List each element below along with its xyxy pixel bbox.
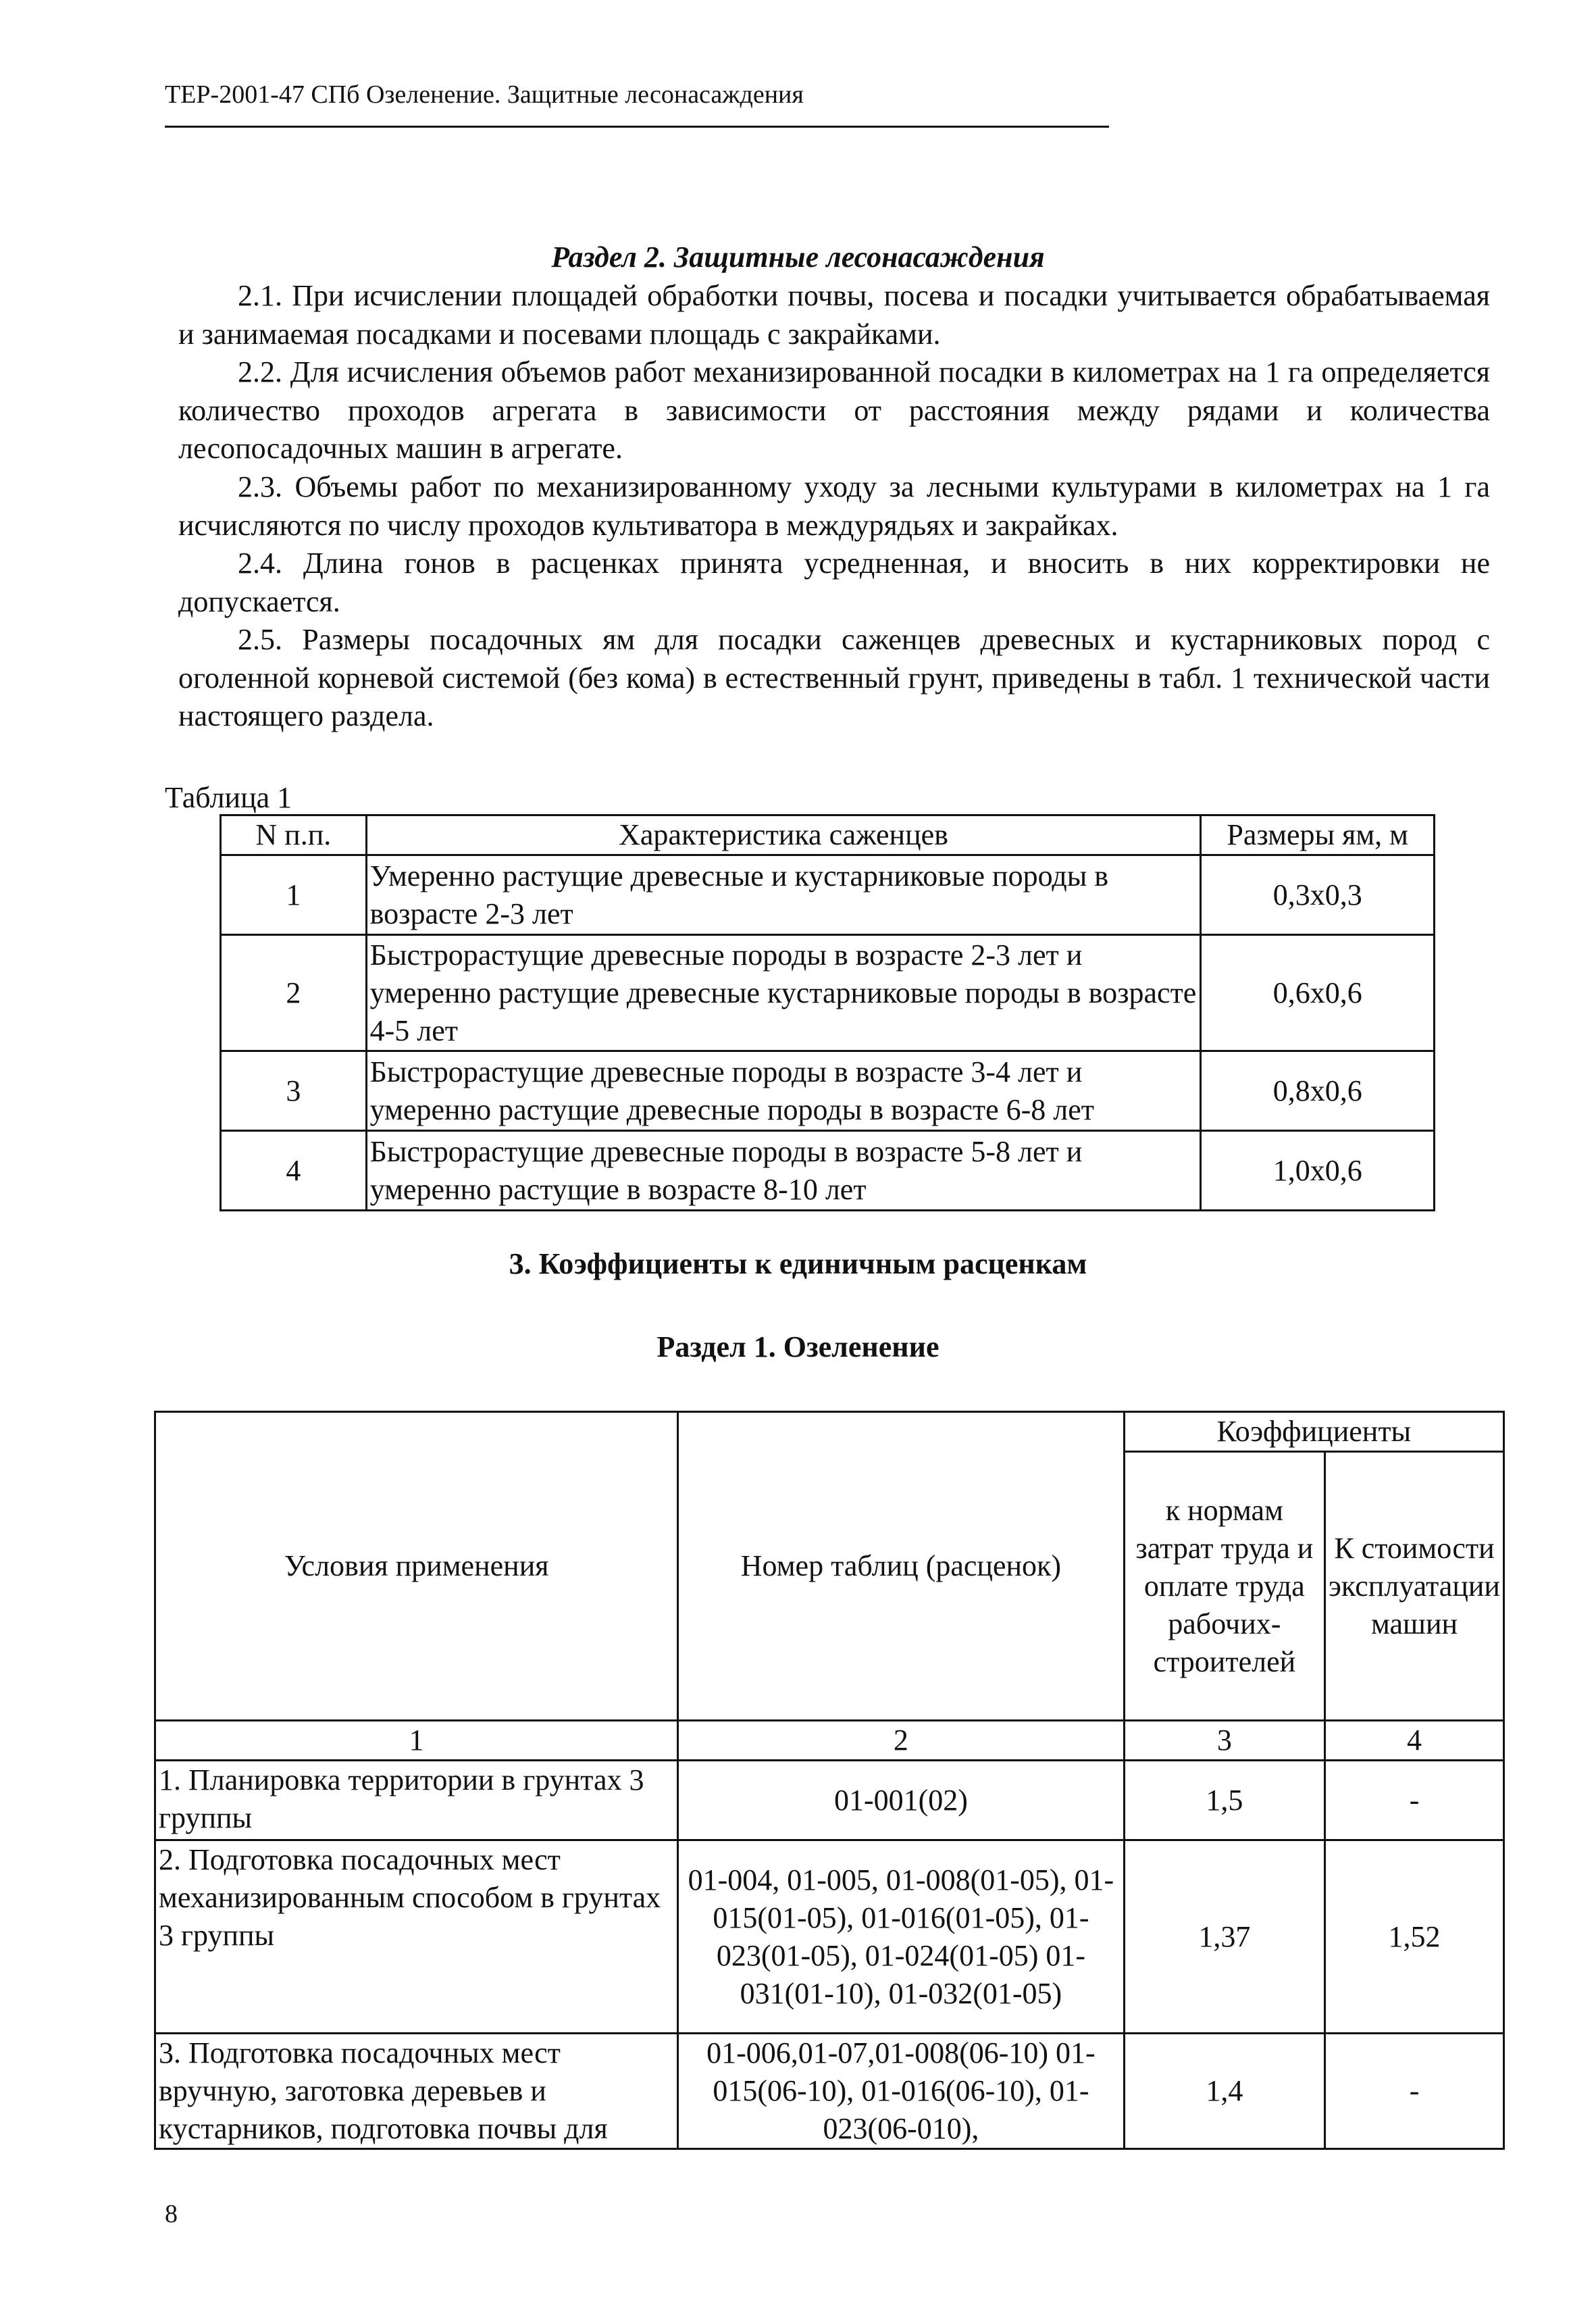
table1-cell-desc: Быстрорастущие древесные породы в возрасте 3-4 лет и умеренно растущие древесные породы в возрасте 6-8 лет	[366, 1051, 1201, 1131]
table-row	[155, 1761, 1504, 1840]
paragraph-2-2-text: 2.2. Для исчисления объемов работ механизированной посадки в километрах на 1 га определяется количество проходов агрегата в зависимости от расстояния между рядами и количества лесопосадочных машин в агрегате.	[178, 355, 1490, 465]
table2-header-conditions: Условия применения	[155, 1412, 678, 1721]
table1-cell-n: 3	[221, 1051, 367, 1131]
table2-cell-machines: 1,52	[1325, 1840, 1504, 2034]
table1-header-desc: Характеристика саженцев	[366, 815, 1201, 855]
paragraph-2-2	[178, 353, 1490, 468]
table2-cell-labor: 1,5	[1124, 1761, 1324, 1840]
table2-col-number: 1	[155, 1721, 678, 1761]
page-number: 8	[165, 2200, 178, 2228]
table1-cell-n: 4	[221, 1131, 367, 1211]
table-row	[155, 1840, 1504, 2034]
table2-cell-conditions: 1. Планировка территории в грунтах 3 группы	[155, 1761, 678, 1840]
table2-cell-labor: 1,4	[1124, 2034, 1324, 2149]
table1-cell-desc: Быстрорастущие древесные породы в возрасте 5-8 лет и умеренно растущие в возрасте 8-10 лет	[366, 1131, 1201, 1211]
table1-cell-size: 0,3х0,3	[1201, 855, 1435, 935]
table2-cell-tables: 01-004, 01-005, 01-008(01-05), 01-015(01-05), 01-016(01-05), 01-023(01-05), 01-024(01-05) 01-031(01-10), 01-032(01-05)	[678, 1840, 1124, 2034]
table2-header-row	[155, 1412, 1504, 1452]
table2-cell-conditions: 2. Подготовка посадочных мест механизированным способом в грунтах 3 группы	[155, 1840, 678, 2034]
table-row	[221, 935, 1435, 1051]
table-row	[155, 2034, 1504, 2149]
table-row	[221, 1051, 1435, 1131]
section3-title: 3. Коэффициенты к единичным расценкам	[509, 1247, 1087, 1280]
paragraph-2-4-text: 2.4. Длина гонов в расценках принята усредненная, и вносить в них корректировки не допускается.	[178, 547, 1490, 618]
table2-cell-tables: 01-001(02)	[678, 1761, 1124, 1840]
table2-cell-tables: 01-006,01-07,01-008(06-10) 01-015(06-10), 01-016(06-10), 01-023(06-010),	[678, 2034, 1124, 2149]
table1-header-n: N п.п.	[221, 815, 367, 855]
paragraph-2-1-text: 2.1. При исчислении площадей обработки почвы, посева и посадки учитывается обрабатываемая и занимаемая посадками и посевами площадь с закрайками.	[178, 279, 1490, 351]
page-header: ТЕР-2001-47 СПб Озеленение. Защитные лесонасаждения	[165, 80, 804, 109]
paragraph-2-1	[178, 277, 1490, 353]
table-row	[221, 855, 1435, 935]
table2-cell-machines: -	[1325, 2034, 1504, 2149]
table1-cell-desc: Умеренно растущие древесные и кустарниковые породы в возрасте 2-3 лет	[366, 855, 1201, 935]
table2-header-coeffs: Коэффициенты	[1124, 1412, 1503, 1452]
section2-title: Раздел 2. Защитные лесонасаждения	[551, 241, 1045, 274]
paragraph-2-4	[178, 545, 1490, 621]
table1	[220, 814, 1435, 1211]
table2-header-tables: Номер таблиц (расценок)	[678, 1412, 1124, 1721]
table1-cell-desc: Быстрорастущие древесные породы в возрасте 2-3 лет и умеренно растущие древесные кустарниковые породы в возрасте 4-5 лет	[366, 935, 1201, 1051]
table2-cell-conditions: 3. Подготовка посадочных мест вручную, заготовка деревьев и кустарников, подготовка почвы для	[155, 2034, 678, 2149]
table2-header-machines: К стоимости эксплуатации машин	[1325, 1452, 1504, 1721]
paragraph-2-3-text: 2.3. Объемы работ по механизированному уходу за лесными культурами в километрах на 1 га исчисляются по числу проходов культиватора в междурядьях и закрайках.	[178, 470, 1490, 542]
table1-cell-n: 1	[221, 855, 367, 935]
paragraph-2-5-text: 2.5. Размеры посадочных ям для посадки саженцев древесных и кустарниковых пород с оголенной корневой системой (без кома) в естественный грунт, приведены в табл. 1 технической части настоящего раздела.	[178, 623, 1490, 732]
table2-col-number: 2	[678, 1721, 1124, 1761]
table2-numbers-row	[155, 1721, 1504, 1761]
table1-cell-n: 2	[221, 935, 367, 1051]
paragraph-2-5	[178, 621, 1490, 736]
table1-header-row	[221, 815, 1435, 855]
table2-col-number: 3	[1124, 1721, 1324, 1761]
table1-cell-size: 0,6х0,6	[1201, 935, 1435, 1051]
table2-header-labor: к нормам затрат труда и оплате труда рабочих-строителей	[1124, 1452, 1324, 1721]
table1-header-size: Размеры ям, м	[1201, 815, 1435, 855]
table2-col-number: 4	[1325, 1721, 1504, 1761]
table1-caption: Таблица 1	[165, 781, 292, 814]
header-rule	[165, 126, 1109, 128]
section3-subtitle: Раздел 1. Озеленение	[657, 1330, 939, 1363]
table1-cell-size: 1,0х0,6	[1201, 1131, 1435, 1211]
table1-cell-size: 0,8х0,6	[1201, 1051, 1435, 1131]
table2-cell-labor: 1,37	[1124, 1840, 1324, 2034]
table-row	[221, 1131, 1435, 1211]
table2-cell-machines: -	[1325, 1761, 1504, 1840]
paragraph-2-3	[178, 468, 1490, 545]
table2	[154, 1411, 1505, 2150]
